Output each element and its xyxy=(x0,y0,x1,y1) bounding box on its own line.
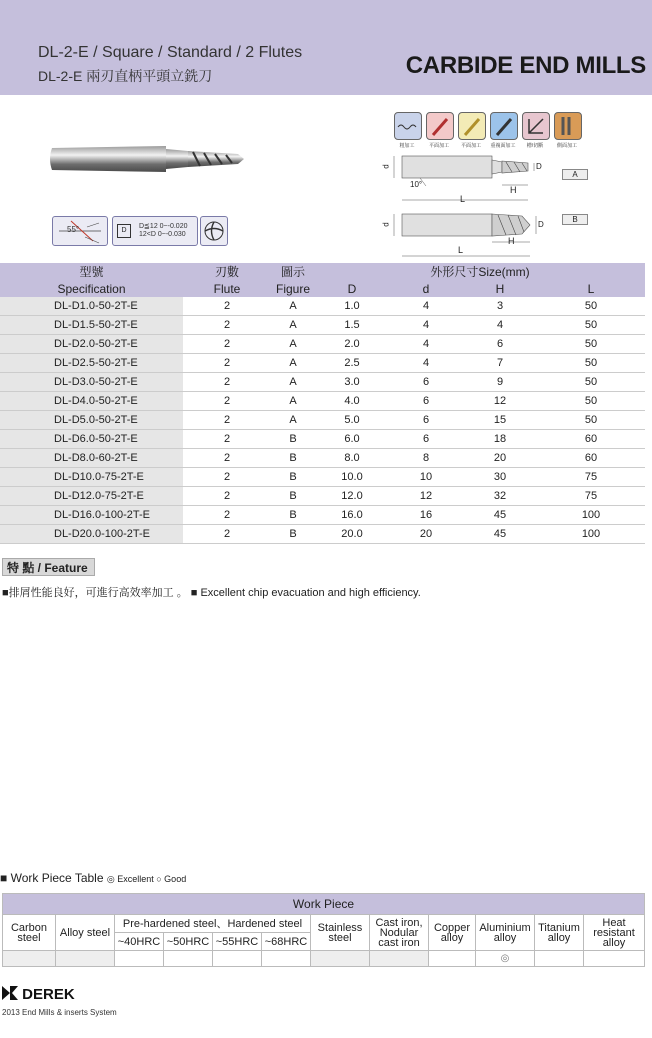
figure-a-label: A xyxy=(562,169,588,180)
col-D: D xyxy=(347,281,357,296)
table-row: DL-D16.0-100-2T-E 2 B 16.0 16 45 100 xyxy=(0,506,645,525)
col-titanium: Titanium alloy xyxy=(535,915,584,951)
icon-label-3: 平面加工 xyxy=(460,143,481,149)
col-heat-resistant: Heat resistant alloy xyxy=(584,915,645,951)
helix-angle-icon xyxy=(52,216,108,246)
icon-label-1: 粗加工 xyxy=(399,143,415,149)
product-code-zh: DL-2-E 兩刃直柄平頭立銑刀 xyxy=(38,68,213,84)
table-row: DL-D2.5-50-2T-E 2 A 2.5 4 7 50 xyxy=(0,354,645,373)
table-row: DL-D2.0-50-2T-E 2 A 2.0 4 6 50 xyxy=(0,335,645,354)
icon-label-4: 重複面加工 xyxy=(490,143,516,149)
col-aluminium: Aluminium alloy xyxy=(476,915,535,951)
work-piece-title-text: ■ Work Piece Table xyxy=(0,871,104,885)
end-mill-image xyxy=(48,138,248,180)
col-alloy-steel: Alloy steel xyxy=(56,915,115,951)
work-piece-header: Work Piece xyxy=(3,894,645,915)
category-title: CARBIDE END MILLS xyxy=(405,52,646,79)
slotting-icon xyxy=(522,112,550,140)
col-flute-en: Flute xyxy=(213,281,241,296)
flat-milling-icon xyxy=(458,112,486,140)
work-piece-legend: ◎ Excellent ○ Good xyxy=(106,874,187,884)
col-stainless: Stainless steel xyxy=(311,915,370,951)
table-row: DL-D5.0-50-2T-E 2 A 5.0 6 15 50 xyxy=(0,411,645,430)
col-68hrc: ~68HRC xyxy=(262,933,311,951)
derek-logo xyxy=(2,986,75,1003)
col-spec-zh: 型號 xyxy=(79,264,104,279)
col-L: L xyxy=(587,281,595,296)
work-piece-table xyxy=(2,893,645,967)
col-H: H xyxy=(495,281,505,296)
table-row: DL-D1.5-50-2T-E 2 A 1.5 4 4 50 xyxy=(0,316,645,335)
col-copper: Copper alloy xyxy=(429,915,476,951)
col-d: d xyxy=(422,281,430,296)
col-fig-zh: 圖示 xyxy=(280,264,305,279)
application-icons xyxy=(394,112,594,152)
col-size-title: 外形尺寸Size(mm) xyxy=(430,264,530,279)
table-row: DL-D10.0-75-2T-E 2 B 10.0 10 30 75 xyxy=(0,468,645,487)
table-row: DL-D4.0-50-2T-E 2 A 4.0 6 12 50 xyxy=(0,392,645,411)
col-fig-en: Figure xyxy=(275,281,310,296)
table-row: DL-D8.0-60-2T-E 2 B 8.0 8 20 60 xyxy=(0,449,645,468)
table-row: DL-D12.0-75-2T-E 2 B 12.0 12 32 75 xyxy=(0,487,645,506)
col-carbon-steel: Carbon steel xyxy=(3,915,56,951)
col-40hrc: ~40HRC xyxy=(115,933,164,951)
table-row: DL-D1.0-50-2T-E 2 A 1.0 4 3 50 xyxy=(0,297,645,316)
tolerance-icon xyxy=(112,216,198,246)
roughing-icon xyxy=(394,112,422,140)
table-row: DL-D6.0-50-2T-E 2 B 6.0 6 18 60 xyxy=(0,430,645,449)
side-milling-icon xyxy=(554,112,582,140)
footer-text: 2013 End Mills & inserts System xyxy=(2,1008,117,1017)
icon-label-6: 側面加工 xyxy=(556,143,577,149)
col-55hrc: ~55HRC xyxy=(213,933,262,951)
profile-milling-icon xyxy=(490,112,518,140)
work-piece-rating-row xyxy=(3,951,645,967)
dim-d-b: d xyxy=(381,222,391,227)
dim-H-b: H xyxy=(508,236,515,246)
page-header xyxy=(0,0,652,95)
feature-text: ■排屑性能良好，可進行高效率加工 。 ■ Excellent chip evacuation and high efficiency. xyxy=(2,587,421,599)
derek-logo-icon xyxy=(2,986,18,1000)
dim-H-a: H xyxy=(510,185,517,195)
face-milling-icon xyxy=(426,112,454,140)
diameter-symbol: D xyxy=(117,224,131,238)
col-50hrc: ~50HRC xyxy=(164,933,213,951)
dim-D-a: D xyxy=(536,162,542,171)
icon-label-5: 槽/切斷 xyxy=(526,143,544,149)
derek-logo-text: DEREK xyxy=(22,986,75,1003)
work-piece-title xyxy=(0,871,186,885)
col-spec-en: Specification xyxy=(57,281,126,296)
aluminium-rating: ◎ xyxy=(476,951,535,967)
col-prehardened: Pre-hardened steel、Hardened steel xyxy=(115,915,311,933)
product-code-en: DL-2-E / Square / Standard / 2 Flutes xyxy=(38,44,303,61)
tolerance-line-1: D≦12 0~-0.020 xyxy=(139,223,188,230)
dim-L-a: L xyxy=(460,194,466,204)
dim-L-b: L xyxy=(458,245,464,255)
icon-label-2: 平面加工 xyxy=(428,143,449,149)
table-row: DL-D3.0-50-2T-E 2 A 3.0 6 9 50 xyxy=(0,373,645,392)
dim-D-b: D xyxy=(538,220,544,229)
two-flute-icon xyxy=(200,216,228,246)
table-row: DL-D20.0-100-2T-E 2 B 20.0 20 45 100 xyxy=(0,525,645,544)
col-cast-iron: Cast iron, Nodular cast iron xyxy=(370,915,429,951)
tolerance-line-2: 12<D 0~-0.030 xyxy=(139,231,186,238)
helix-angle-value: 55° xyxy=(67,225,80,234)
dim-d-a: d xyxy=(381,164,391,169)
col-flute-zh: 刃數 xyxy=(214,264,239,279)
feature-title: 特 點 / Feature xyxy=(2,558,95,576)
angle-label: 10° xyxy=(410,180,423,189)
technical-drawing xyxy=(380,152,590,262)
spec-table xyxy=(0,263,645,544)
figure-b-label: B xyxy=(562,214,588,225)
